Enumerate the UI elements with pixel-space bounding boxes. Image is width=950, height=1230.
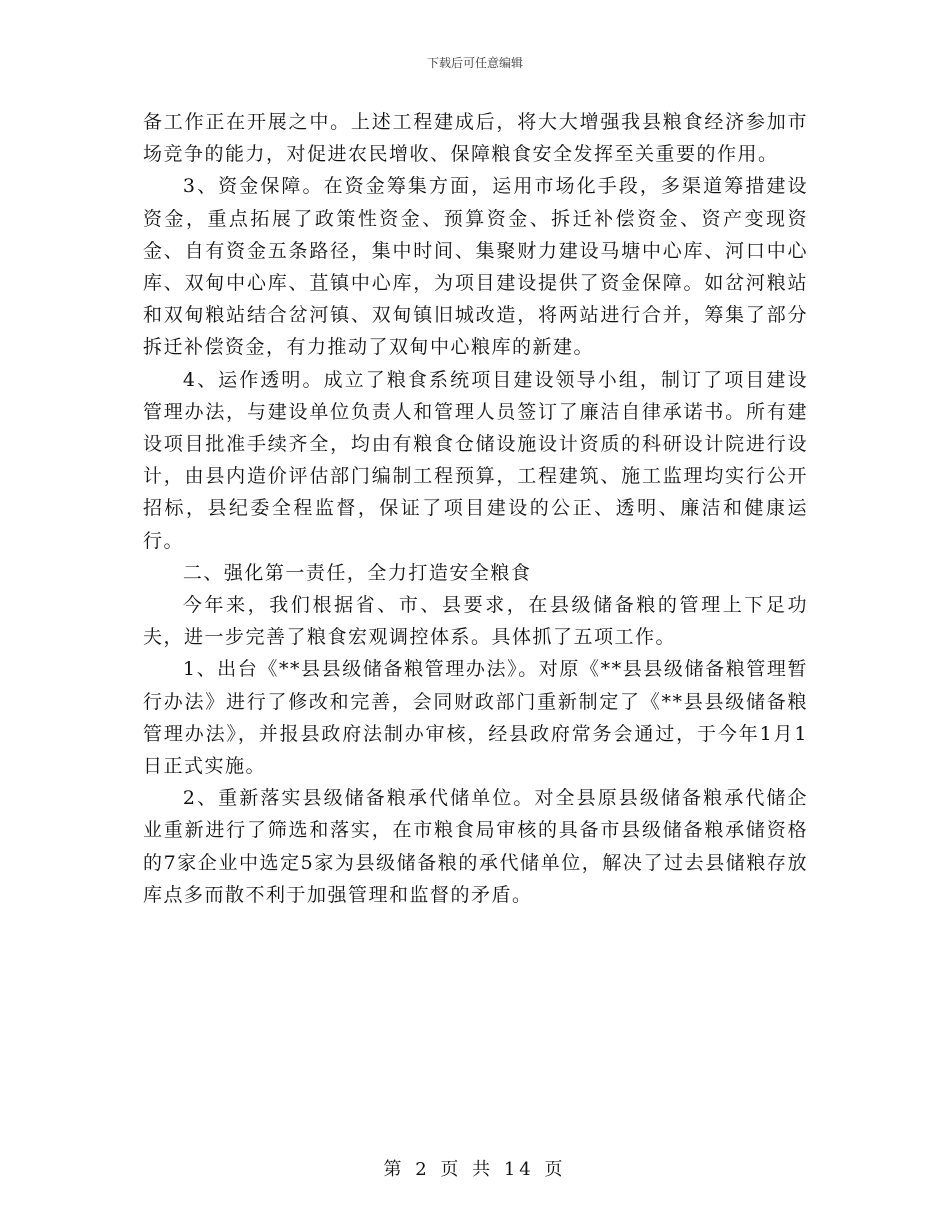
paragraph-6: 2、重新落实县级储备粮承代储单位。对全县原县级储备粮承代储企业重新进行了筛选和落实，在市粮食局审核的具备市县级储备粮承储资格的7家企业中选定5家为县级储备粮的承代储单位，解决了过去县储粮存放库点多而散不利于加强管理和监督的矛盾。	[143, 787, 808, 906]
paragraph-3: 4、运作透明。成立了粮食系统项目建设领导小组，制订了项目建设管理办法，与建设单位负责人和管理人员签订了廉洁自律承诺书。所有建设项目批准手续齐全，均由有粮食仓储设施设计资质的科研设计院进行设计，由县内造价评估部门编制工程预算，工程建筑、施工监理均实行公开招标，县纪委全程监督，保证了项目建设的公正、透明、廉洁和健康运行。	[143, 368, 808, 552]
paragraph-4: 今年来，我们根据省、市、县要求，在县级储备粮的管理上下足功夫，进一步完善了粮食宏观调控体系。具体抓了五项工作。	[143, 594, 808, 649]
page-number: 第 2 页 共 14 页	[383, 1159, 567, 1180]
paragraph-1: 备工作正在开展之中。上述工程建成后，将大大增强我县粮食经济参加市场竞争的能力，对促进农民增收、保障粮食安全发挥至关重要的作用。	[143, 111, 808, 166]
paragraph-2: 3、资金保障。在资金筹集方面，运用市场化手段，多渠道筹措建设资金，重点拓展了政策性资金、预算资金、拆迁补偿资金、资产变现资金、自有资金五条路径，集中时间、集聚财力建设马塘中心库、河口中心库、双甸中心库、苴镇中心库，为项目建设提供了资金保障。如岔河粮站和双甸粮站结合岔河镇、双甸镇旧城改造，将两站进行合并，筹集了部分拆迁补偿资金，有力推动了双甸中心粮库的新建。	[143, 175, 808, 359]
section-heading: 二、强化第一责任，全力打造安全粮食	[182, 561, 532, 584]
paragraph-5: 1、出台《**县县级储备粮管理办法》。对原《**县县级储备粮管理暂行办法》进行了修改和完善，会同财政部门重新制定了《**县县级储备粮管理办法》，并报县政府法制办审核，经县政府常务会通过，于今年1月1 日正式实施。	[143, 658, 808, 778]
document-body	[143, 106, 808, 911]
page-header: 下载后可任意编辑	[426, 56, 523, 70]
